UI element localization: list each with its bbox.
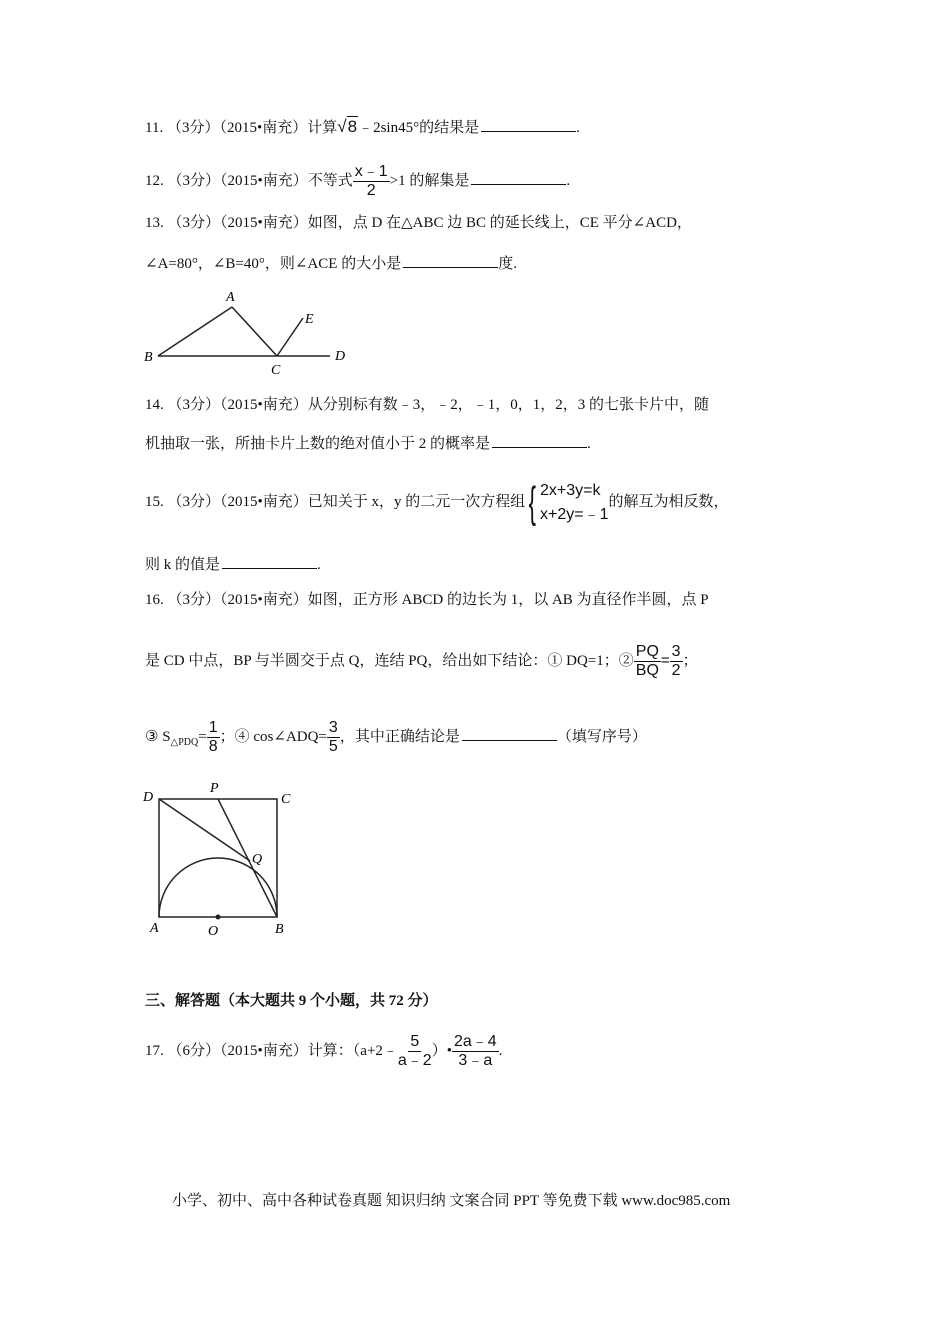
q-end: 度. (498, 256, 517, 272)
question-13 (145, 213, 692, 233)
question-14 (145, 395, 709, 415)
q-source: （2015•南充） (220, 215, 308, 231)
denominator: a﹣2 (397, 1052, 432, 1070)
radicand: 8 (347, 117, 358, 136)
q-end: . (576, 120, 580, 136)
question-12 (145, 163, 570, 200)
q-text: 计算：（a+2﹣ (307, 1043, 398, 1059)
denominator: BQ (635, 662, 659, 680)
q-text: 的解互为相反数， (608, 494, 729, 510)
label-d: D (335, 349, 346, 364)
subscript: △PDQ (170, 737, 199, 748)
q-text: 如图，点 D 在△ABC 边 BC 的延长线上，CE 平分∠ACD， (307, 215, 692, 231)
label-e: E (305, 312, 314, 327)
equation: x+2y=﹣1 (540, 505, 609, 523)
equals: = (198, 729, 207, 745)
q-end: . (498, 1043, 503, 1059)
label-o: O (208, 924, 219, 939)
numerator: 3 (671, 643, 681, 661)
q-end: （填写序号） (556, 729, 647, 745)
section-title: 三、解答题（本大题共 9 个小题，共 72 分） (145, 993, 438, 1009)
equation: 2x+3y=k (540, 481, 601, 499)
q-num: 16. (145, 592, 164, 608)
answer-blank[interactable] (222, 554, 317, 569)
question-16-conclusions (145, 716, 647, 764)
q-text: ）• (431, 1043, 452, 1059)
fraction (353, 163, 390, 200)
denominator: 2 (366, 182, 376, 199)
denominator: 3﹣a (458, 1052, 493, 1070)
numerator: PQ (635, 643, 659, 661)
q-end: . (587, 436, 591, 452)
q-text: ；④ cos∠ADQ= (219, 729, 327, 745)
triangle-figure (140, 285, 360, 380)
q-source: （2015•南充） (219, 120, 308, 136)
label-a: A (150, 921, 159, 936)
numerator: 5 (410, 1033, 420, 1051)
q-source: （2015•南充） (220, 397, 308, 413)
q-score: （3分） (167, 592, 221, 608)
label-q: Q (252, 852, 263, 867)
fraction (452, 1033, 499, 1070)
q-text: 不等式 (307, 172, 353, 189)
denominator: 5 (328, 738, 338, 756)
numerator: 2a﹣4 (453, 1033, 497, 1051)
label-b: B (275, 922, 284, 937)
answer-blank[interactable] (492, 433, 587, 448)
denominator: 8 (208, 738, 218, 756)
q-text: ； (682, 653, 698, 669)
q-source: （2015•南充） (220, 172, 308, 189)
q-end: . (317, 557, 321, 573)
answer-blank[interactable] (462, 726, 557, 741)
q-text: 是 CD 中点，BP 与半圆交于点 Q，连结 PQ，给出如下结论：① DQ=1；② (145, 653, 634, 669)
question-17 (145, 1030, 502, 1072)
denominator: 2 (671, 662, 681, 680)
label-p: P (210, 781, 219, 796)
q-source: （2015•南充） (220, 1043, 308, 1059)
label-b: B (144, 350, 153, 365)
answer-blank[interactable] (481, 117, 576, 132)
q-text: ﹣2sin45°的结果是 (358, 120, 480, 136)
q-text: 已知关于 x，y 的二元一次方程组 (307, 494, 526, 510)
answer-blank[interactable] (403, 253, 498, 268)
fraction (398, 1033, 432, 1070)
answer-blank[interactable] (471, 170, 566, 185)
q-score: （3分） (167, 172, 221, 189)
q-score: （3分） (167, 215, 221, 231)
label-d: D (143, 790, 154, 805)
q-text: 则 k 的值是 (145, 557, 221, 573)
label-c: C (281, 792, 291, 807)
question-16-cont (145, 640, 698, 682)
fraction (327, 719, 340, 756)
q-text: ，其中正确结论是 (339, 729, 460, 745)
square-figure (140, 775, 310, 940)
q-text: ③ S (145, 729, 171, 745)
sqrt-expression: √8 (337, 117, 358, 136)
fraction (634, 643, 661, 680)
question-16 (145, 590, 709, 610)
q-score: （3分） (167, 494, 221, 510)
question-13-cont (145, 253, 517, 274)
equation-system (525, 479, 608, 527)
q-text: ∠A=80°，∠B=40°，则∠ACE 的大小是 (145, 256, 402, 272)
q-end: . (566, 172, 571, 189)
q-num: 17. (145, 1043, 164, 1059)
fraction (670, 643, 683, 680)
fraction (207, 719, 220, 756)
q-text: 如图，正方形 ABCD 的边长为 1，以 AB 为直径作半圆，点 P (307, 592, 709, 608)
question-11 (145, 117, 580, 138)
q-source: （2015•南充） (220, 494, 308, 510)
q-text: 计算 (307, 120, 338, 136)
label-c: C (271, 363, 281, 378)
q-num: 12. (145, 172, 164, 189)
q-text: 机抽取一张，所抽卡片上数的绝对值小于 2 的概率是 (145, 436, 491, 452)
label-a: A (226, 290, 235, 305)
brace-icon: { (528, 477, 537, 527)
q-score: （3分） (167, 397, 221, 413)
q-num: 11. (145, 120, 164, 136)
q-score: （3分） (166, 120, 220, 136)
q-score: （6分） (167, 1043, 221, 1059)
numerator: x﹣1 (354, 163, 388, 180)
footer: 小学、初中、高中各种试卷真题 知识归纳 文案合同 PPT 等免费下载 www.doc985.com (172, 1193, 731, 1209)
numerator: 3 (328, 719, 338, 737)
q-num: 13. (145, 215, 164, 231)
question-15 (145, 476, 729, 528)
question-15-cont (145, 554, 321, 575)
q-text: >1 的解集是 (389, 172, 470, 189)
q-num: 14. (145, 397, 164, 413)
equals: = (660, 652, 670, 669)
q-text: 从分别标有数﹣3，﹣2，﹣1，0，1，2，3 的七张卡片中，随 (307, 397, 710, 413)
numerator: 1 (208, 719, 218, 737)
question-14-cont (145, 433, 591, 454)
q-source: （2015•南充） (220, 592, 308, 608)
q-num: 15. (145, 494, 164, 510)
